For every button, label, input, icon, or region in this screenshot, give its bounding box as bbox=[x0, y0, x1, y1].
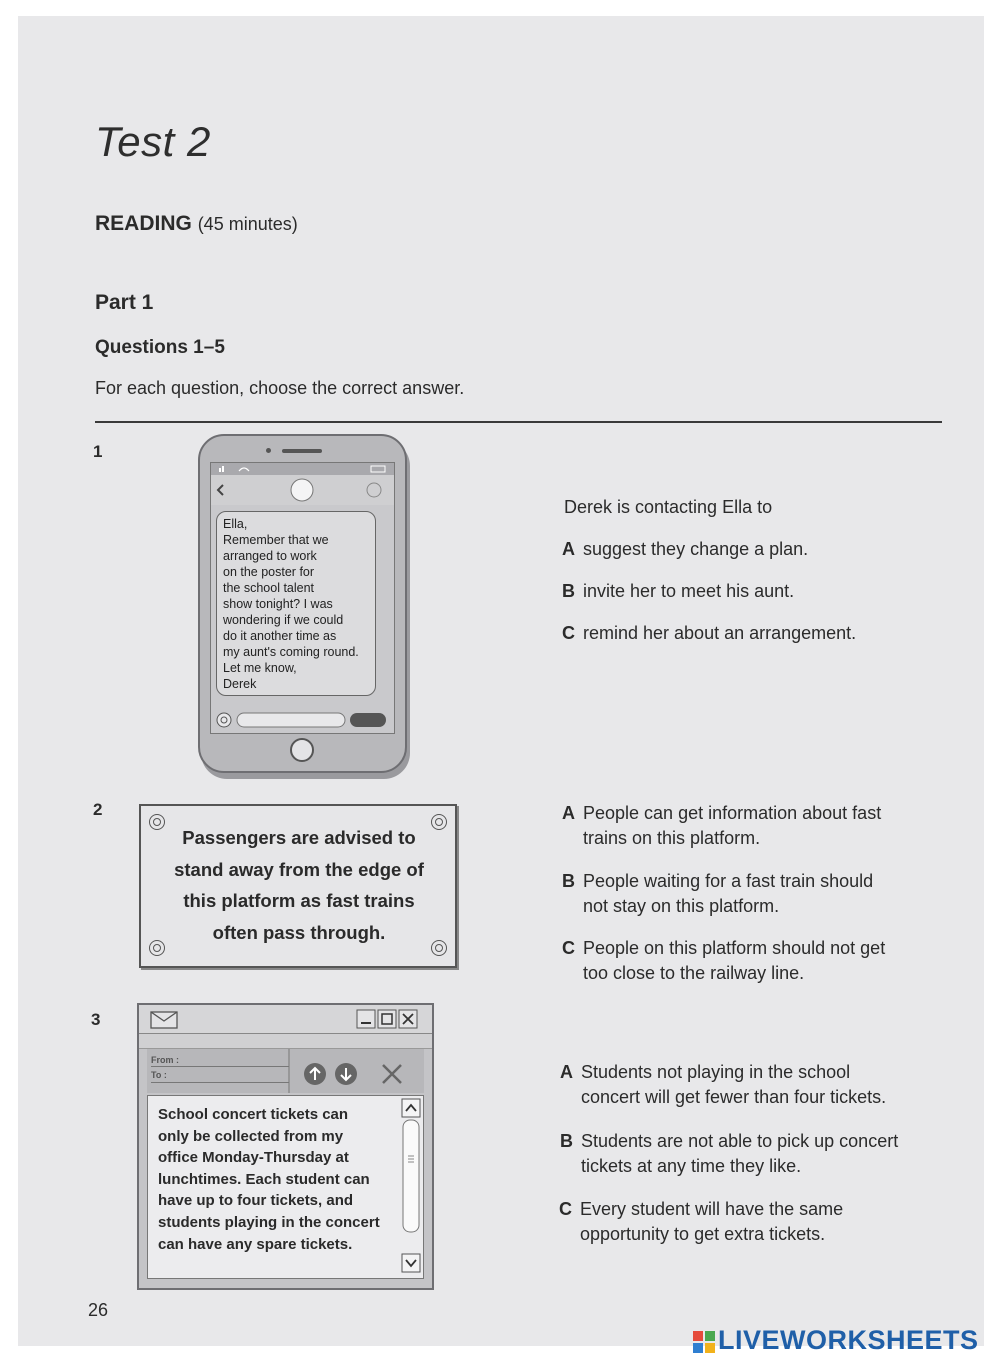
option-text bbox=[583, 936, 885, 986]
platform-sign bbox=[139, 804, 457, 968]
option-letter: A bbox=[560, 1062, 573, 1082]
section-name: READING bbox=[95, 212, 192, 235]
chat-header-icons bbox=[211, 475, 394, 505]
option-text: suggest they change a plan. bbox=[583, 539, 809, 559]
section-heading bbox=[95, 212, 298, 236]
message-line: show tonight? I was bbox=[223, 597, 333, 611]
brand-name: LIVEWORKSHEETS bbox=[718, 1325, 979, 1355]
option-letter: C bbox=[562, 623, 575, 643]
option-text bbox=[583, 869, 873, 919]
message-line: my aunt's coming round. bbox=[223, 645, 359, 659]
page-number: 26 bbox=[88, 1300, 109, 1320]
email-line: only be collected from my bbox=[158, 1127, 344, 1145]
option-letter: B bbox=[562, 581, 575, 601]
sign-line: this platform as fast trains bbox=[183, 890, 415, 911]
email-line: lunchtimes. Each student can bbox=[158, 1170, 370, 1188]
divider bbox=[95, 421, 942, 423]
option-letter: C bbox=[559, 1199, 572, 1219]
message-line: wondering if we could bbox=[223, 613, 344, 627]
question-number-2: 2 bbox=[93, 800, 103, 819]
option-line: People can get information about fast bbox=[583, 803, 882, 823]
option-letter: A bbox=[562, 803, 575, 823]
message-line: the school talent bbox=[223, 581, 315, 595]
message-line: arranged to work bbox=[223, 549, 317, 563]
option-line: People waiting for a fast train should bbox=[583, 871, 874, 891]
phone-speaker bbox=[266, 448, 271, 453]
option-line: People on this platform should not get bbox=[583, 938, 886, 958]
section-duration: (45 minutes) bbox=[197, 214, 298, 234]
option-line: concert will get fewer than four tickets. bbox=[581, 1087, 887, 1107]
option-line: not stay on this platform. bbox=[583, 896, 780, 916]
option-text bbox=[581, 1129, 898, 1179]
part-heading: Part 1 bbox=[95, 291, 154, 314]
home-button bbox=[290, 738, 314, 762]
option-letter: C bbox=[562, 938, 575, 958]
sign-line: Passengers are advised to bbox=[182, 827, 416, 848]
message-line: Remember that we bbox=[223, 533, 329, 547]
option-text bbox=[580, 1197, 843, 1247]
message-line: do it another time as bbox=[223, 629, 337, 643]
option-2b[interactable] bbox=[562, 869, 873, 919]
phone-screen bbox=[210, 462, 395, 734]
option-1b[interactable] bbox=[562, 579, 794, 604]
option-3a[interactable] bbox=[560, 1060, 886, 1110]
liveworksheets-logo[interactable] bbox=[693, 1325, 979, 1356]
option-1a[interactable] bbox=[562, 537, 808, 562]
question-number-1: 1 bbox=[93, 442, 103, 461]
option-line: Every student will have the same bbox=[580, 1199, 844, 1219]
email-line: office Monday-Thursday at bbox=[158, 1149, 349, 1167]
option-text: remind her about an arrangement. bbox=[583, 623, 857, 643]
option-2c[interactable] bbox=[562, 936, 885, 986]
option-text bbox=[583, 801, 881, 851]
option-line: trains on this platform. bbox=[583, 828, 761, 848]
option-line: opportunity to get extra tickets. bbox=[580, 1224, 826, 1244]
email-titlebar bbox=[139, 1005, 432, 1034]
question-number-3: 3 bbox=[91, 1010, 101, 1029]
to-label: To : bbox=[151, 1070, 167, 1080]
option-text: invite her to meet his aunt. bbox=[583, 581, 795, 601]
option-line: Students not playing in the school bbox=[581, 1062, 851, 1082]
message-line: on the poster for bbox=[223, 565, 315, 579]
sign-text bbox=[159, 822, 439, 948]
titlebar-icons bbox=[139, 1005, 432, 1033]
option-line: tickets at any time they like. bbox=[581, 1156, 802, 1176]
email-body bbox=[147, 1095, 424, 1279]
option-letter: B bbox=[560, 1131, 573, 1151]
from-label: From : bbox=[151, 1055, 179, 1065]
sign-line: stand away from the edge of bbox=[174, 858, 424, 880]
option-text bbox=[581, 1060, 886, 1110]
message-bubble bbox=[216, 511, 376, 696]
test-title: Test 2 bbox=[95, 118, 211, 165]
email-line: School concert tickets can bbox=[158, 1106, 349, 1123]
option-letter: A bbox=[562, 539, 575, 559]
option-line: Students are not able to pick up concert bbox=[581, 1131, 899, 1151]
questions-heading: Questions 1–5 bbox=[95, 337, 225, 358]
logo-icon bbox=[693, 1331, 715, 1353]
status-bar bbox=[211, 463, 394, 475]
sign-line: often pass through. bbox=[212, 921, 386, 943]
email-text bbox=[158, 1104, 400, 1255]
option-line: too close to the railway line. bbox=[583, 963, 805, 983]
phone-speaker-slot bbox=[282, 449, 322, 453]
status-icons bbox=[211, 463, 394, 475]
option-2a[interactable] bbox=[562, 801, 881, 851]
email-line: can have any spare tickets. bbox=[158, 1235, 353, 1253]
message-line: Ella, bbox=[223, 517, 248, 531]
message-line: Let me know, bbox=[223, 661, 297, 675]
email-header-fields bbox=[147, 1049, 424, 1093]
email-window bbox=[137, 1003, 434, 1290]
message-line: Derek bbox=[223, 677, 257, 691]
email-scrollbar bbox=[400, 1096, 422, 1278]
option-letter: B bbox=[562, 871, 575, 891]
option-1c[interactable] bbox=[562, 621, 856, 646]
instruction-text: For each question, choose the correct answer. bbox=[95, 378, 465, 398]
email-toolbar bbox=[139, 1034, 432, 1049]
phone-illustration bbox=[198, 434, 407, 773]
option-3b[interactable] bbox=[560, 1129, 898, 1179]
chat-header bbox=[211, 475, 394, 505]
email-line: have up to four tickets, and bbox=[158, 1192, 354, 1210]
email-line: students playing in the concert bbox=[158, 1213, 380, 1231]
question-1-stem: Derek is contacting Ella to bbox=[564, 497, 773, 517]
option-3c[interactable] bbox=[559, 1197, 843, 1247]
message-input-bar bbox=[215, 711, 388, 729]
email-nav-icons bbox=[147, 1049, 424, 1093]
